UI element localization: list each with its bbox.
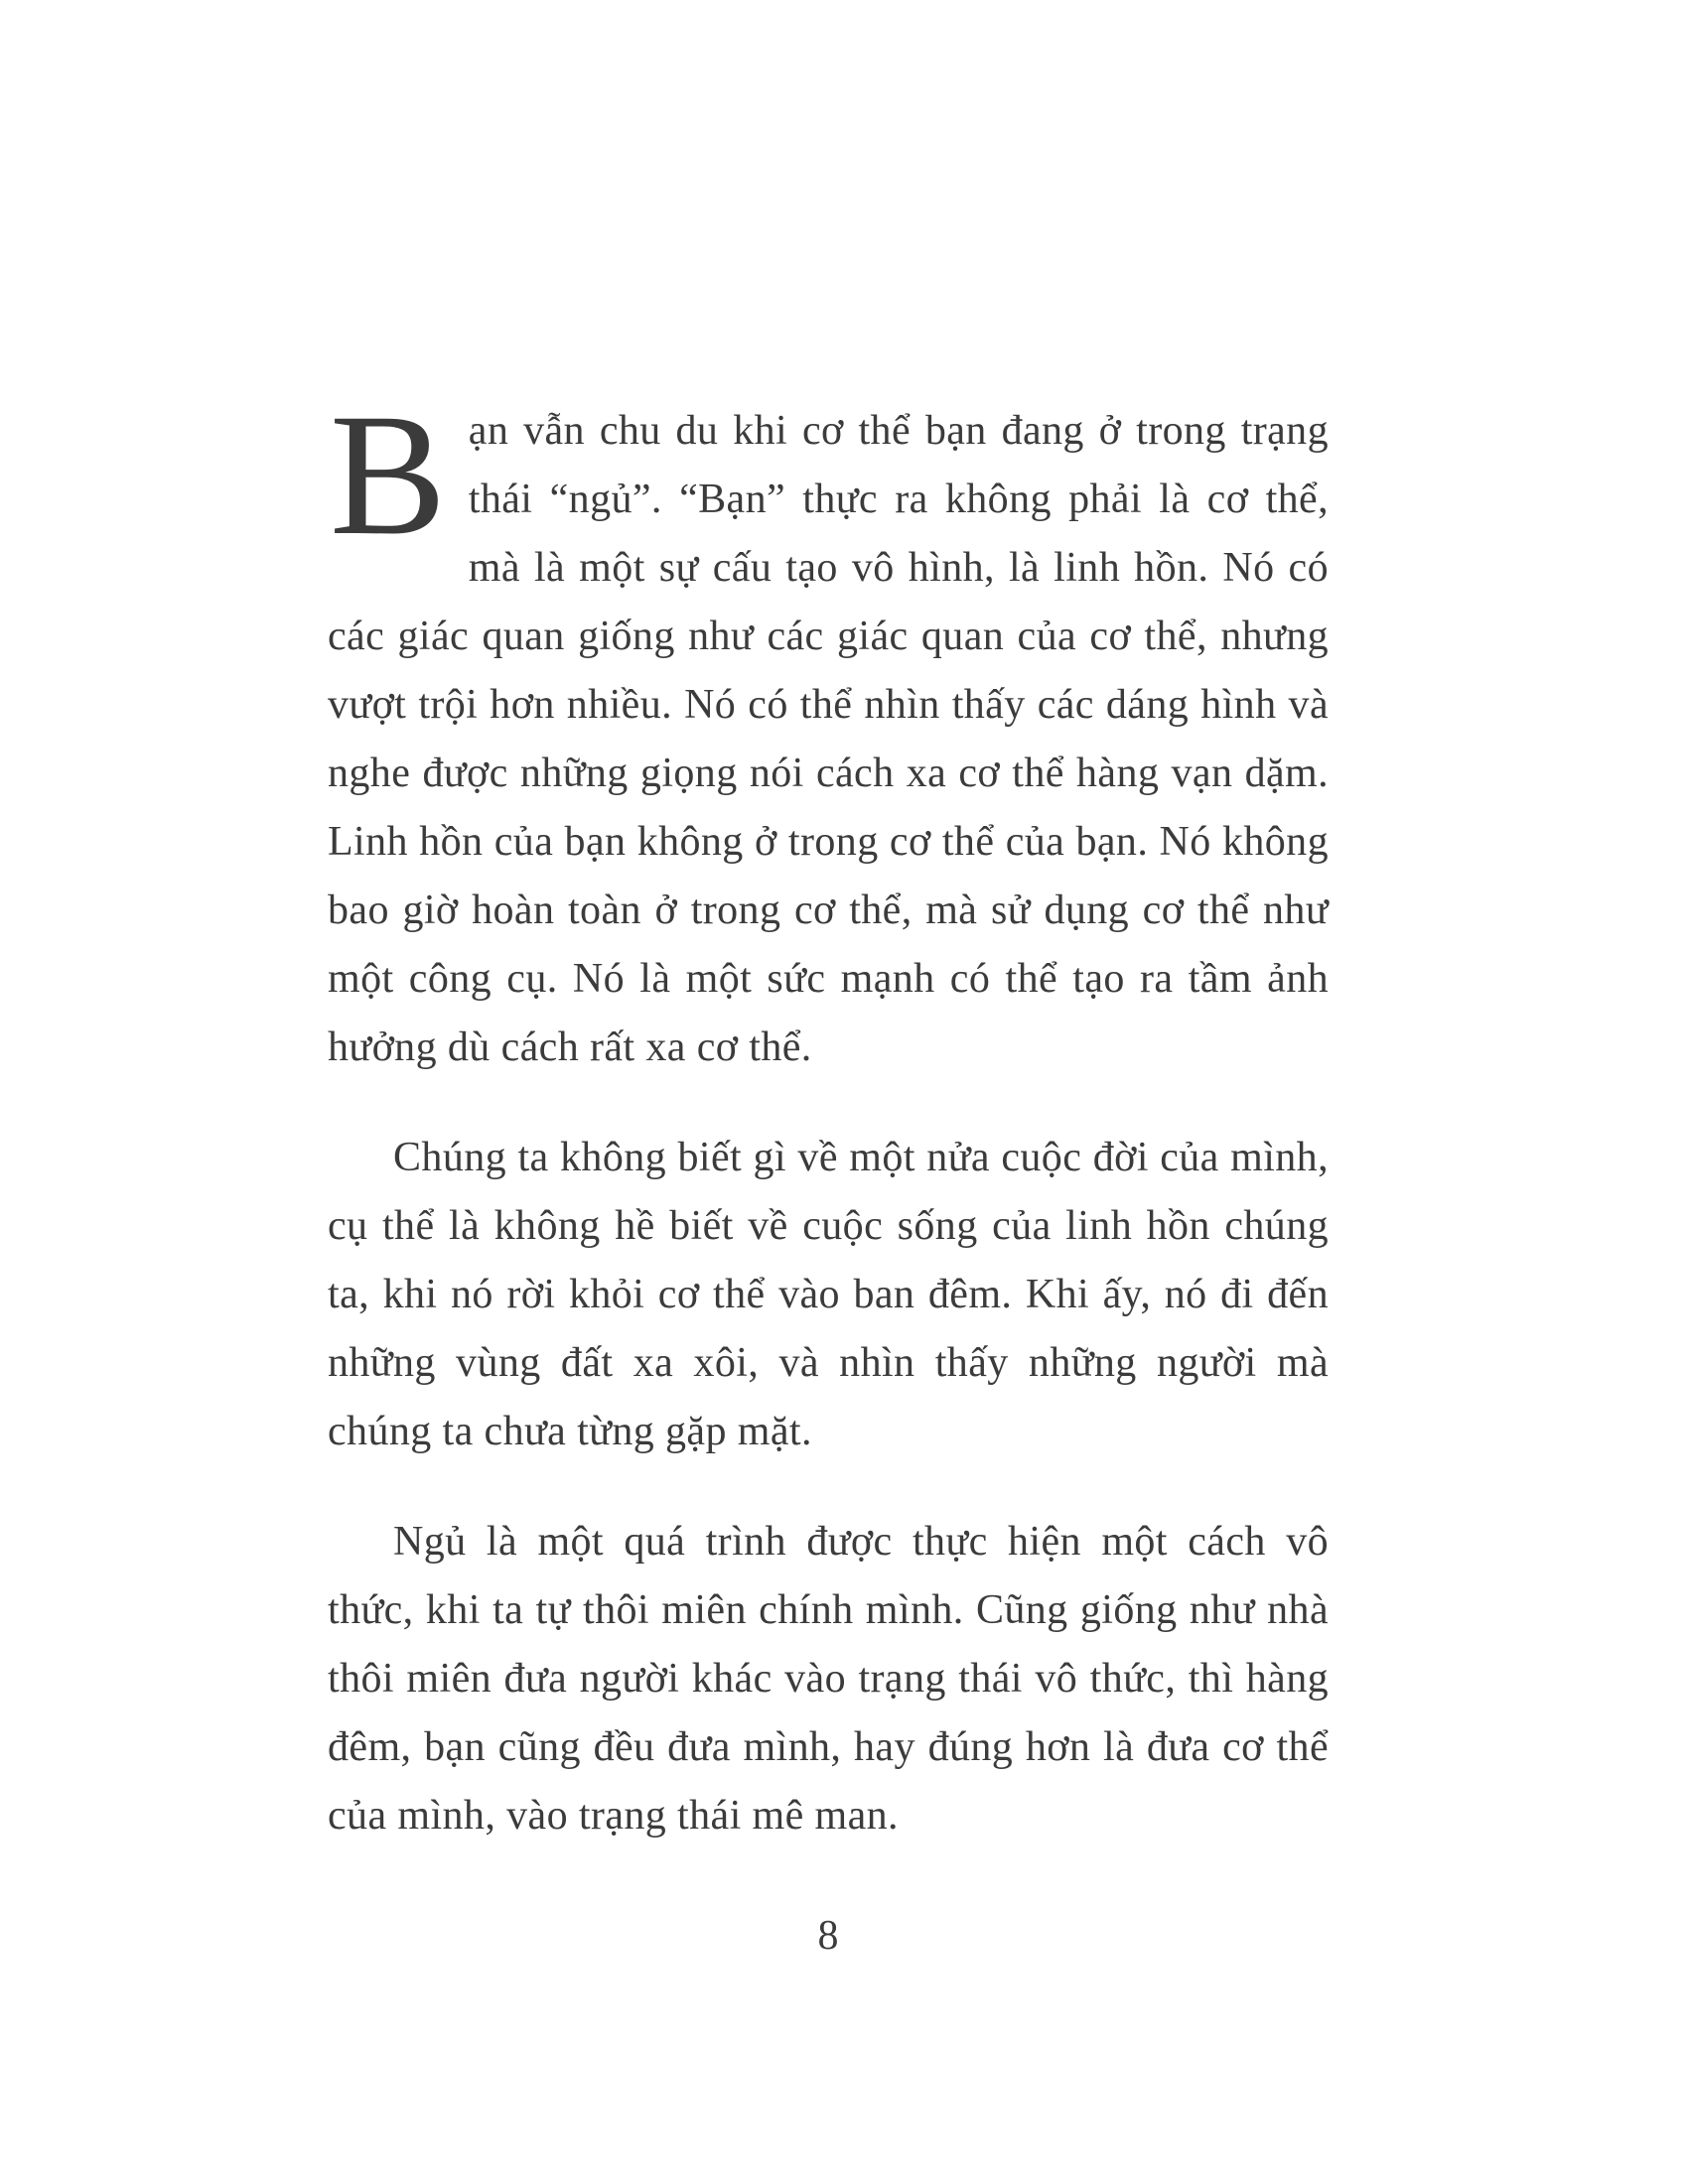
page-number: 8 — [817, 1913, 839, 1959]
paragraph: Chúng ta không biết gì về một nửa cuộc đời của mình, cụ thể là không hề biết về cuộc sống của linh hồn chúng ta, khi nó rời khỏi cơ thể vào ban đêm. Khi ấy, nó đi đến những vùng đất xa xôi, và nhìn thấy những người mà chúng ta chưa từng gặp mặt. — [328, 1135, 1329, 1454]
drop-cap: B — [330, 378, 447, 572]
page-text-block — [328, 378, 1329, 1971]
paragraph-text: ạn vẫn chu du khi cơ thể bạn đang ở trong trạng thái “ngủ”. “Bạn” thực ra không phải là cơ thể, mà là một sự cấu tạo vô hình, là linh hồn. Nó có các giác quan giống như các giác quan của cơ thể, nhưng vượt trội hơn nhiều. Nó có thể nhìn thấy các dáng hình và nghe được những giọng nói cách xa cơ thể hàng vạn dặm. Linh hồn của bạn không ở trong cơ thể của bạn. Nó không bao giờ hoàn toàn ở trong cơ thể, mà sử dụng cơ thể như một công cụ. Nó là một sức mạnh có thể tạo ra tầm ảnh hưởng dù cách rất xa cơ thể. — [328, 408, 1329, 1070]
paragraph: Ngủ là một quá trình được thực hiện một cách vô thức, khi ta tự thôi miên chính mình. Cũng giống như nhà thôi miên đưa người khác vào trạng thái vô thức, thì hàng đêm, bạn cũng đều đưa mình, hay đúng hơn là đưa cơ thể của mình, vào trạng thái mê man. — [328, 1519, 1329, 1839]
paragraph — [328, 378, 1329, 1082]
